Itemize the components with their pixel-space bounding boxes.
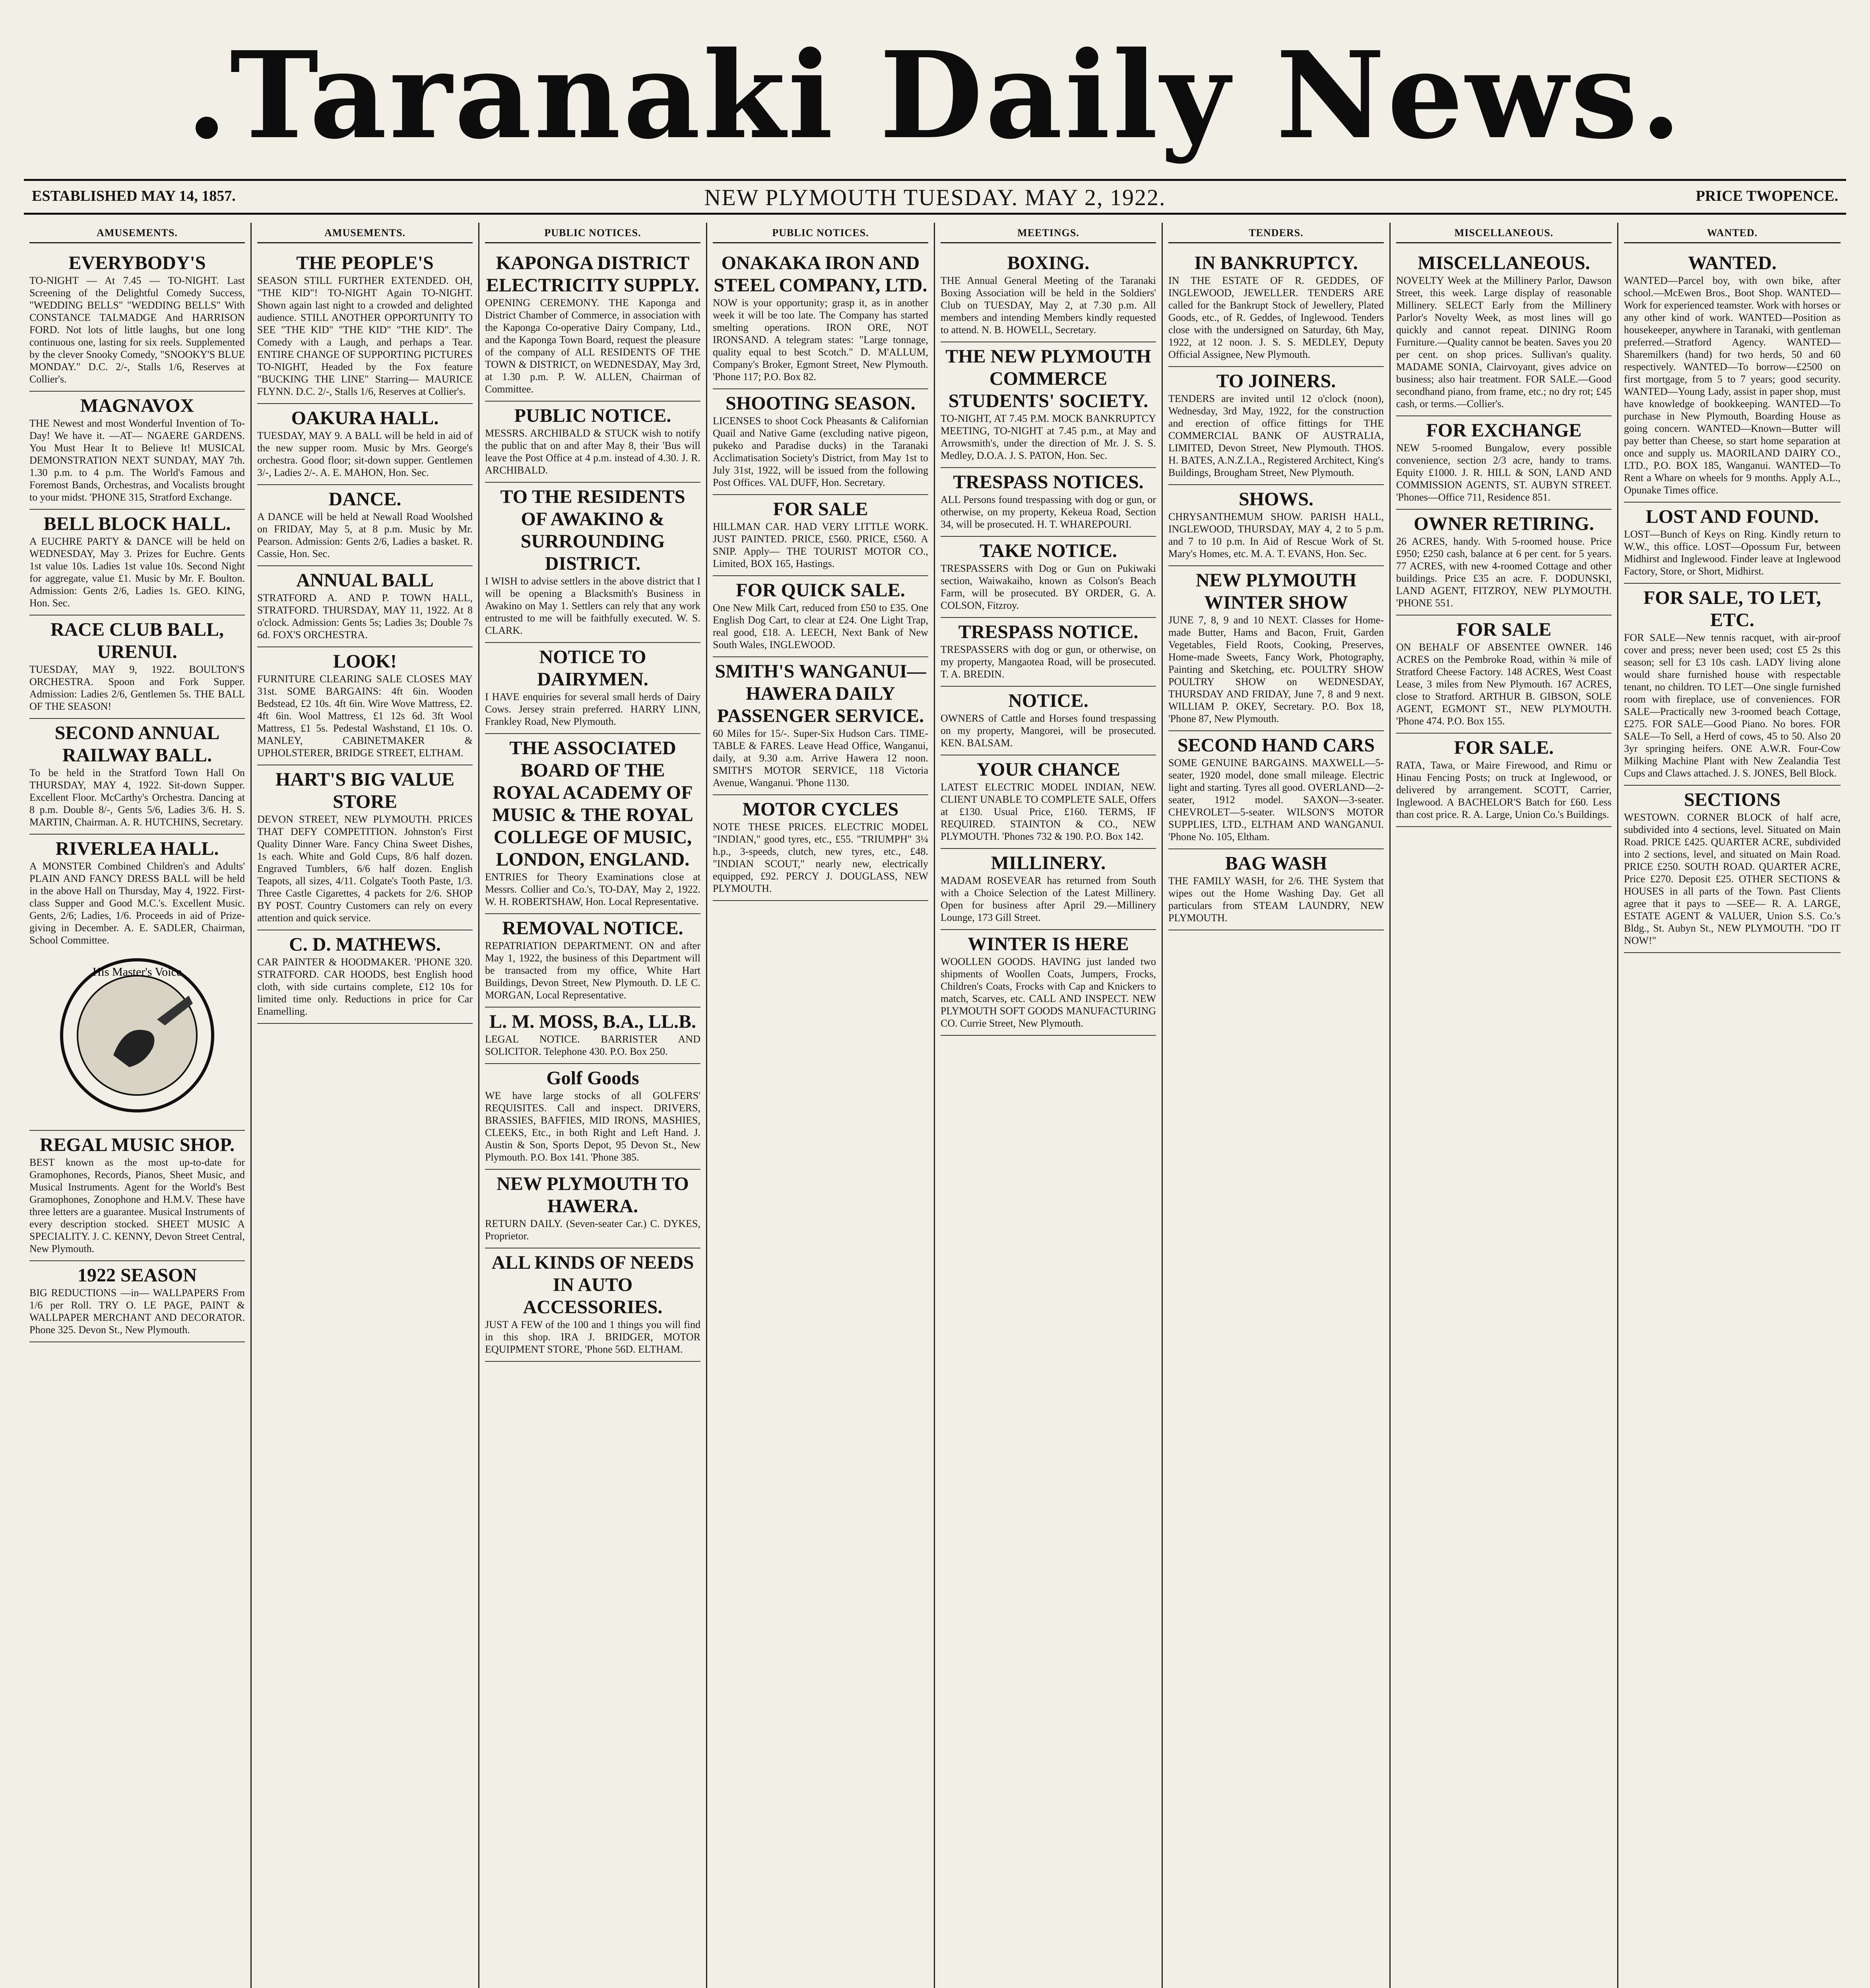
advertisement-title: BAG WASH (1225, 853, 1327, 874)
advertisement-title: FOR EXCHANGE (1426, 420, 1582, 441)
advertisement-body: TO-NIGHT — At 7.45 — TO-NIGHT. Last Screening of the Delightful Comedy Success, "WEDDING BELLS" "WEDDING BELLS" With CONSTANCE TALMADGE And HARRISON FORD. Not lots of little laughs, but one long continuous one, lasting for six reels. Supplemented by the clever Snooky Comedy, "SNOOKY'S BLUE MONDAY." D.C. 2/-, Stalls 1/6, Reserves at Collier's. (29, 275, 245, 385)
advertisement (713, 795, 928, 901)
advertisement (941, 537, 1156, 618)
advertisement-title: RACE CLUB BALL, URENUI. (50, 619, 224, 662)
advertisement (1624, 786, 1841, 953)
advertisement (257, 485, 473, 566)
advertisement-body: WANTED—Parcel boy, with own bike, after school.—McEwen Bros., Boot Shop. WANTED—Work for experienced teamster. Work with horses or any other kind of work. WANTED—Position as housekeeper, anywhere in Taranaki, with gentleman preferred.—Stratford Agency. WANTED—Sharemilkers (hand) for two herds, 50 and 60 respectively. WANTED—To borrow—£2500 on first mortgage, from 5 to 7 years; good security. WANTED—Young Lady, assist in paper shop, must have knowledge of bookkeeping. WANTED—To purchase in New Plymouth, Boarding House as going concern. WANTED—Known—Butter will pay better than Cheese, so start home separation at once and supply us. MAORILAND DAIRY CO., LTD., P.O. BOX 185, Wanganui. WANTED—To Rent a Whare on wheels for 9 months. Apply A.L., Opunake Times office. (1624, 275, 1841, 496)
advertisement-title: REMOVAL NOTICE. (502, 918, 683, 939)
advertisement (713, 576, 928, 657)
advertisement (941, 618, 1156, 687)
advertisement (941, 930, 1156, 1036)
advertisement-title: PUBLIC NOTICE. (514, 405, 671, 426)
column-2 (252, 223, 479, 1988)
advertisement-title: DANCE. (328, 489, 402, 510)
advertisement-title: TO THE RESIDENTS OF AWAKINO & SURROUNDING DISTRICT. (500, 486, 685, 574)
advertisement (1396, 615, 1612, 734)
advertisement-body: JUNE 7, 8, 9 and 10 NEXT. Classes for Home-made Butter, Hams and Bacon, Fruit, Garden Vegetables, Field Roots, Cooking, Preserves, Home-made Sweets, Fancy Work, Photography, Painting and Sketching, etc. POULTRY SHOW POULTRY SHOW on WEDNESDAY, THURSDAY AND FRIDAY, June 7, 8 and 9 next. WILLIAM P. OKEY, Secretary. P.O. Box 18, 'Phone 87, New Plymouth. (1168, 614, 1384, 724)
advertisement (1168, 367, 1384, 485)
advertisement (485, 734, 700, 914)
advertisement-title: NEW PLYMOUTH TO HAWERA. (497, 1173, 689, 1217)
advertisement-title: FOR SALE. (1454, 737, 1554, 758)
column-5 (935, 223, 1163, 1988)
advertisement (1168, 249, 1384, 367)
advertisement-title: HART'S BIG VALUE STORE (275, 769, 455, 812)
column-heading: AMUSEMENTS. (257, 227, 473, 243)
column-3 (479, 223, 707, 1988)
emblem-text: His Master's Voice (92, 965, 182, 978)
advertisement-title: REGAL MUSIC SHOP. (39, 1134, 235, 1155)
advertisement-title: NEW PLYMOUTH WINTER SHOW (1195, 570, 1357, 613)
advertisement (29, 615, 245, 719)
advertisement-body: CHRYSANTHEMUM SHOW. PARISH HALL, INGLEWOOD, THURSDAY, MAY 4, 2 to 5 p.m. and 7 to 10 p.m. In Aid of Rescue Work of St. Mary's Homes, etc. M. A. T. EVANS, Hon. Sec. (1168, 511, 1384, 559)
advertisement (29, 249, 245, 392)
advertisement (257, 930, 473, 1024)
advertisement-body: HILLMAN CAR. HAD VERY LITTLE WORK. JUST PAINTED. PRICE, £560. PRICE, £560. A SNIP. Apply— THE TOURIST MOTOR CO., Limited, BOX 165, Hastings. (713, 521, 928, 569)
advertisement-title: FOR SALE, TO LET, ETC. (1643, 587, 1821, 631)
advertisement (713, 657, 928, 795)
advertisement-body: A DANCE will be held at Newall Road Woolshed on FRIDAY, May 5, at 8 p.m. Music by Mr. Pearson. Admission: Gents 2/6, Ladies a basket. R. Cassie, Hon. Sec. (257, 511, 473, 559)
advertisement (29, 1131, 245, 1261)
advertisement-body: LICENSES to shoot Cock Pheasants & Californian Quail and Native Game (excluding native pigeon, pukeko and Paradise ducks) in the Taranaki Acclimatisation Society's District, from May 1st to July 31st, 1922, will be issued from the following Post Offices. VAL DUFF, Hon. Secretary. (713, 415, 928, 488)
advertisement-body: A EUCHRE PARTY & DANCE will be held on WEDNESDAY, May 3. Prizes for Euchre. Gents 1st value 10s. Ladies 1st value 10s. Second Night for aggregate, value £1. Music by Mr. F. Boulton. Admission: Gents 2/6, Ladies 1s. GEO. KING, Hon. Sec. (29, 536, 245, 609)
advertisement (1396, 510, 1612, 615)
advertisement-title: OAKURA HALL. (291, 408, 439, 429)
advertisement-title: MISCELLANEOUS. (1418, 252, 1590, 274)
advertisement (1624, 503, 1841, 584)
advertisement-title: OWNER RETIRING. (1414, 513, 1594, 534)
advertisement-body: WESTOWN. CORNER BLOCK of half acre, subdivided into 4 sections, level. Situated on Main Road. PRICE £425. QUARTER ACRE, subdivided into 2 sections, level, and situated on Main Road. PRICE £250. SOUTH ROAD. QUARTER ACRE, Price £270. Deposit £25. OTHER SECTIONS & HOUSES in all parts of the Town. Past Clients agree that it pays to —SEE— R. A. LARGE, ESTATE AGENT & VALUER, Union S.S. Co.'s Bldg., St. Aubyn St., NEW PLYMOUTH. "DO IT NOW!" (1624, 812, 1841, 946)
advertisement (257, 249, 473, 404)
advertisement (29, 719, 245, 835)
advertisement-body: NEW 5-roomed Bungalow, every possible convenience, section 2/3 acre, handy to trams. Equity £1000. J. R. HILL & SON, LAND AND COMMISSION AGENTS, ST. AUBYN STREET. 'Phones—Office 711, Residence 851. (1396, 442, 1612, 503)
advertisement-body: NOTE THESE PRICES. ELECTRIC MODEL "INDIAN," good tyres, etc., £55. "TRIUMPH" 3¼ h.p., 3-speeds, clutch, new tyres, etc., £48. "INDIAN SCOUT," nearly new, electrically equipped, £92. PERCY J. DOUGLASS, NEW PLYMOUTH. (713, 821, 928, 894)
advertisement-body: REPATRIATION DEPARTMENT. ON and after May 1, 1922, the business of this Department will be transacted from my office, White Hart Buildings, Devon Street, New Plymouth. D. LE C. MORGAN, Local Representative. (485, 940, 700, 1001)
advertisement-body: ENTRIES for Theory Examinations close at Messrs. Collier and Co.'s, TO-DAY, May 2, 1922. W. H. ROBERTSHAW, Hon. Local Representative. (485, 871, 700, 907)
advertisement-title: MOTOR CYCLES (742, 799, 899, 820)
advertisement-body: FOR SALE—New tennis racquet, with air-proof cover and press; never been used; cost £5 2s this season; sell for £3 10s cash. LADY living alone would share furnished house with respectable tenant, no children. TO LET—One single furnished room with fireplace, use of conveniences. FOR SALE—Practically new 3-roomed beach Cottage, £275. FOR SALE—Good Piano. No bores. FOR SALE—To Sell, a Herd of cows, 45 to 50. Also 20 3yr springing heifers. ONE A.W.R. Four-Cow Milking Machine Plant with New Zealandia Test Cups and Claws attached. J. S. JONES, Bell Block. (1624, 632, 1841, 779)
advertisement-title: YOUR CHANCE (976, 759, 1120, 780)
masthead (24, 24, 1846, 167)
column-8 (1618, 223, 1846, 1988)
advertisement-title: SHOWS. (1238, 489, 1314, 510)
advertisement (29, 392, 245, 510)
advertisement (941, 687, 1156, 755)
advertisement-body: OPENING CEREMONY. THE Kaponga and District Chamber of Commerce, in association with the Kaponga Co-operative Dairy Company, Ltd., and the Kaponga Town Board, request the pleasure of the company of ALL RESIDENTS OF THE TOWN & DISTRICT, on WEDNESDAY, May 3rd, at 1.30 p.m. P. W. ALLEN, Chairman of Committee. (485, 297, 700, 395)
advertisement-body: RATA, Tawa, or Maire Firewood, and Rimu or Hinau Fencing Posts; on truck at Inglewood, or delivered by arrangement. SCOTT, Carrier, Inglewood. A BACHELOR'S Batch for £60. Less than cost price. R. A. Large, Union Co.'s Buildings. (1396, 759, 1612, 820)
advertisement (485, 249, 700, 402)
advertisement-title: Golf Goods (546, 1068, 639, 1089)
column-heading: PUBLIC NOTICES. (713, 227, 928, 243)
advertisement-body: LOST—Bunch of Keys on Ring. Kindly return to W.W., this office. LOST—Opossum Fur, between Midhirst and Inglewood. Finder leave at Inglewood Factory, Store, or Short, Midhirst. (1624, 528, 1841, 577)
advertisement-body: JUST A FEW of the 100 and 1 things you will find in this shop. IRA J. BRIDGER, MOTOR EQUIPMENT STORE, 'Phone 56D. ELTHAM. (485, 1319, 700, 1355)
advertisement (29, 510, 245, 615)
advertisement (713, 495, 928, 576)
advertisement-body: I WISH to advise settlers in the above district that I will be opening a Blacksmith's Business in Awakino on May 1. Settlers can rely that any work entrusted to me will be faithfully executed. W. S. CLARK. (485, 575, 700, 636)
advertisement-title: LOST AND FOUND. (1645, 506, 1819, 527)
advertisement-title: BELL BLOCK HALL. (43, 513, 231, 534)
advertisement-body: A MONSTER Combined Children's and Adults' PLAIN AND FANCY DRESS BALL will be held in the above Hall on Thursday, May 4, 1922. First-class Supper and Good M.C.'s. Excellent Music. Gents, 2/6; Ladies, 1/6. Proceeds in aid of Prize-giving in December. A. E. SADLER, Chairman, School Committee. (29, 860, 245, 946)
advertisement-body: THE FAMILY WASH, for 2/6. THE System that wipes out the Home Washing Day. Get all particulars from STEAM LAUNDRY, NEW PLYMOUTH. (1168, 875, 1384, 924)
advertisement (941, 755, 1156, 849)
dateline-bar (24, 179, 1846, 215)
advertisement (1168, 731, 1384, 849)
advertisement-title: TRESPASS NOTICES. (953, 472, 1144, 493)
advertisement (257, 765, 473, 930)
advertisement-body: One New Milk Cart, reduced from £50 to £35. One English Dog Cart, to clear at £24. One Light Trap, real good, £18. A. LEECH, Next Bank of New South Wales, INGLEWOOD. (713, 602, 928, 650)
advertisement (257, 404, 473, 485)
column-heading: MISCELLANEOUS. (1396, 227, 1612, 243)
advertisement-title: FOR SALE (1456, 619, 1552, 640)
advertisement-body: BEST known as the most up-to-date for Gramophones, Records, Pianos, Sheet Music, and Musical Instruments. Agent for the World's Best Gramophones, Zonophone and H.M.V. These have three letters are a guarantee. Musical Instruments of every description stocked. SHEET MUSIC A SPECIALITY. J. C. KENNY, Devon Street Central, New Plymouth. (29, 1157, 245, 1254)
advertisement (1396, 416, 1612, 510)
advertisement (485, 483, 700, 643)
advertisement (485, 1008, 700, 1064)
city-issue-date: NEW PLYMOUTH TUESDAY. MAY 2, 1922. (704, 184, 1166, 210)
advertisement-body: THE Newest and most Wonderful Invention of To-Day! We have it. —AT— NGAERE GARDENS. You Must Hear It to Believe It! MUSICAL DEMONSTRATION NEXT SUNDAY, MAY 7th. 1.30 p.m. to 4 p.m. The World's Famous and Foremost Bands, Orchestras, and Vocalists brought to your midst. 'PHONE 315, Stratford Exchange. (29, 417, 245, 503)
advertisement-body: TUESDAY, MAY 9. A BALL will be held in aid of the new supper room. Music by Mrs. George's orchestra. Good floor; sit-down supper. Gentlemen 3/-, Ladies 2/-. A. E. MAHON, Hon. Sec. (257, 430, 473, 478)
advertisement-title: SECOND ANNUAL RAILWAY BALL. (54, 722, 220, 766)
advertisement-title: IN BANKRUPTCY. (1194, 252, 1358, 274)
gramophone-dog-icon (54, 952, 221, 1119)
advertisement-title: MAGNAVOX (80, 395, 194, 416)
advertisement-title: RIVERLEA HALL. (55, 838, 219, 859)
advertisement-body: BIG REDUCTIONS —in— WALLPAPERS From 1/6 per Roll. TRY O. LE PAGE, PAINT & WALLPAPER MERCHANT AND DECORATOR. Phone 325. Devon St., New Plymouth. (29, 1287, 245, 1336)
advertisement-title: THE ASSOCIATED BOARD OF THE ROYAL ACADEMY OF MUSIC & THE ROYAL COLLEGE OF MUSIC, LONDON, ENGLAND. (492, 738, 693, 870)
column-heading: MEETINGS. (941, 227, 1156, 243)
advertisement-title: 1922 SEASON (77, 1265, 197, 1286)
advertisement-title: SECOND HAND CARS (1177, 735, 1375, 756)
advertisement (485, 402, 700, 483)
advertisement (1168, 849, 1384, 930)
advertisement-title: SMITH'S WANGANUI—HAWERA DAILY PASSENGER SERVICE. (715, 661, 926, 726)
newspaper-title: .Taranaki Daily News. (186, 25, 1684, 165)
advertisement-title: FOR SALE (773, 499, 868, 520)
advertisement-title: TO JOINERS. (1216, 371, 1336, 392)
advertisement (713, 249, 928, 389)
advertisement-title: SECTIONS (1684, 789, 1781, 810)
advertisement-body: WOOLLEN GOODS. HAVING just landed two shipments of Woollen Coats, Jumpers, Frocks, Children's Coats, Frocks with Cap and Knickers to match, Scarves, etc. CALL AND INSPECT. NEW PLYMOUTH SOFT GOODS MANUFACTURING CO. Currie Street, New Plymouth. (941, 956, 1156, 1029)
column-heading: AMUSEMENTS. (29, 227, 245, 243)
advertisement-title: L. M. MOSS, B.A., LL.B. (489, 1011, 696, 1032)
advertisement-body: OWNERS of Cattle and Horses found trespassing on my property, Mangorei, will be prosecuted. KEN. BALSAM. (941, 712, 1156, 749)
advertisement-body: MADAM ROSEVEAR has returned from South with a Choice Selection of the Latest Millinery. Open for business after April 29.—Millinery Lounge, 173 Gill Street. (941, 875, 1156, 923)
advertisement-title: ALL KINDS OF NEEDS IN AUTO ACCESSORIES. (491, 1252, 694, 1318)
advertisement-title: BOXING. (1007, 252, 1090, 274)
issue-price: PRICE TWOPENCE. (1695, 188, 1838, 204)
advertisement (941, 849, 1156, 930)
advertisement-body: THE Annual General Meeting of the Taranaki Boxing Association will be held in the Soldiers' Club on TUESDAY, May 2, at 7.30 p.m. All members and intending Members kindly requested to attend. N. B. HOWELL, Secretary. (941, 275, 1156, 336)
advertisement-title: LOOK! (333, 651, 397, 672)
advertisement (1396, 249, 1612, 416)
advertisement-title: NOTICE. (1008, 690, 1088, 711)
column-6 (1163, 223, 1391, 1988)
advertisement-body: LATEST ELECTRIC MODEL INDIAN, NEW. CLIENT UNABLE TO COMPLETE SALE, Offers at £130. Usual Price, £160. TERMS, IF REQUIRED. STAINTON & CO., NEW PLYMOUTH. 'Phones 732 & 190. P.O. Box 142. (941, 781, 1156, 842)
advertisement-body: DEVON STREET, NEW PLYMOUTH. PRICES THAT DEFY COMPETITION. Johnston's First Quality Dinner Ware. Fancy China Sweet Dishes, 1s each. White and Gold Cups, 8/6 half dozen. Engraved Tumblers, 6/6 half dozen. English Teapots, all sizes, 4/11. Colgate's Tooth Paste, 1/3. Three Castle Cigarettes, 4 packets for 2/6. SHOP BY POST. Country Customers can rely on every attention and quick service. (257, 813, 473, 924)
advertisement (941, 342, 1156, 468)
advertisement-body: TUESDAY, MAY 9, 1922. BOULTON'S ORCHESTRA. Spoon and Fork Supper. Admission: Ladies 2/6, Gentlemen 5s. THE BALL OF THE SEASON! (29, 664, 245, 712)
columns-container (24, 223, 1846, 1988)
advertisement-title: FOR QUICK SALE. (736, 580, 905, 601)
advertisement (941, 249, 1156, 342)
advertisement-title: NOTICE TO DAIRYMEN. (537, 646, 648, 690)
advertisement-body: FURNITURE CLEARING SALE CLOSES MAY 31st. SOME BARGAINS: 4ft 6in. Wooden Bedstead, £2 10s. 4ft 6in. Wire Wove Mattress, £2. 4ft 6in. Wool Mattress, £1 12s 6d. 3ft Wool Mattress, £1 5s. Pedestal Washstand, £1 10s. O. MANLEY, CABINETMAKER & UPHOLSTERER, BRIDGE STREET, ELTHAM. (257, 673, 473, 759)
column-heading: PUBLIC NOTICES. (485, 227, 700, 243)
advertisement-title: EVERYBODY'S (68, 252, 206, 274)
advertisement-title: TRESPASS NOTICE. (958, 621, 1139, 643)
advertisement-title: MILLINERY. (991, 852, 1106, 874)
advertisement-body: WE have large stocks of all GOLFERS' REQUISITES. Call and inspect. DRIVERS, BRASSIES, BAFFIES, MID IRONS, MASHIES, CLEEKS, Etc., in both Right and Left Hand. J. Austin & Son, Sports Depot, 95 Devon St., New Plymouth. P.O. Box 141. 'Phone 385. (485, 1090, 700, 1163)
advertisement (485, 643, 700, 734)
advertisement-body: I HAVE enquiries for several small herds of Dairy Cows. Jersey strain preferred. HARRY LINN, Frankley Road, New Plymouth. (485, 691, 700, 727)
advertisement (29, 835, 245, 1131)
advertisement-title: C. D. MATHEWS. (289, 934, 441, 955)
advertisement (257, 566, 473, 647)
advertisement-title: ANNUAL BALL (296, 570, 434, 591)
column-heading: WANTED. (1624, 227, 1841, 243)
advertisement-body: TRESPASSERS with Dog or Gun on Pukiwaki section, Waiwakaiho, known as Colson's Beach Farm, will be prosecuted. BY ORDER, G. A. COLSON, Fitzroy. (941, 563, 1156, 611)
advertisement-body: LEGAL NOTICE. BARRISTER AND SOLICITOR. Telephone 430. P.O. Box 250. (485, 1033, 700, 1057)
advertisement (485, 1064, 700, 1170)
advertisement-title: ONAKAKA IRON AND STEEL COMPANY, LTD. (714, 252, 927, 296)
advertisement-body: ON BEHALF OF ABSENTEE OWNER. 146 ACRES on the Pembroke Road, within ¾ mile of Stratford Cheese Factory. 148 ACRES, West Coast Lease, 3 miles from New Plymouth. 167 ACRES, close to Stratford. ARTHUR B. GIBSON, SOLE AGENT, EGMONT ST., NEW PLYMOUTH. 'Phone 474. P.O. Box 155. (1396, 641, 1612, 727)
advertisement-title: THE PEOPLE'S (296, 252, 434, 274)
column-7 (1391, 223, 1618, 1988)
advertisement (713, 389, 928, 495)
advertisement-body: ALL Persons found trespassing with dog or gun, or otherwise, on my property, Kekeua Road, Section 34, will be prosecuted. H. T. WHAREPOURI. (941, 494, 1156, 530)
advertisement-body: 26 ACRES, handy. With 5-roomed house. Price £950; £250 cash, balance at 6 per cent. for 5 years. 77 ACRES, with new 4-roomed Cottage and other buildings. Price £35 an acre. F. DODUNSKI, LAND AGENT, FITZROY, NEW PLYMOUTH. 'PHONE 551. (1396, 536, 1612, 609)
advertisement (1624, 584, 1841, 786)
advertisement-title: TAKE NOTICE. (980, 540, 1117, 561)
advertisement-body: TO-NIGHT, AT 7.45 P.M. MOCK BANKRUPTCY MEETING, TO-NIGHT at 7.45 p.m., at May and Arrowsmith's, under the direction of Mr. J. S. S. Medley, D.O.A. J. S. PATON, Hon. Sec. (941, 413, 1156, 461)
advertisement-body: TENDERS are invited until 12 o'clock (noon), Wednesday, 3rd May, 1922, for the construction and erection of office fittings for THE COMMERCIAL BANK OF AUSTRALIA, LIMITED, Devon Street, New Plymouth. THOS. H. BATES, A.N.Z.I.A., Registered Architect, King's Buildings, Brougham Street, New Plymouth. (1168, 393, 1384, 478)
advertisement (1624, 249, 1841, 503)
advertisement (1168, 485, 1384, 566)
advertisement-body: SEASON STILL FURTHER EXTENDED. OH, "THE KID"! TO-NIGHT Again TO-NIGHT. Shown again last night to a crowded and delighted audience. STILL ANOTHER OPPORTUNITY TO SEE "THE KID" "THE KID" "THE KID". The Comedy with a Laugh, and perhaps a Tear. ENTIRE CHANGE OF SUPPORTING PICTURES TO-NIGHT, Headed by the Fox feature "BUCKING THE LINE" Starring— MAURICE FLYNN. D.C. 2/-, Stalls 1/6, Reserves at Collier's. (257, 275, 473, 397)
advertisement-body: CAR PAINTER & HOODMAKER. 'PHONE 320. STRATFORD. CAR HOODS, best English hood cloth, with side curtains complete, £12 10s for limited time only. Reductions in price for Car Enamelling. (257, 956, 473, 1017)
advertisement-body: TRESPASSERS with dog or gun, or otherwise, on my property, Mangaotea Road, will be prosecuted. T. A. BREDIN. (941, 644, 1156, 680)
advertisement-title: WANTED. (1688, 252, 1777, 274)
column-heading: TENDERS. (1168, 227, 1384, 243)
advertisement-body: NOVELTY Week at the Millinery Parlor, Dawson Street, this week. Large display of reasonable Millinery. SELECT Early from the Millinery Parlor's Novelty Week, as most lines will go quickly and cannot repeat. DINING Room Furniture.—Quality cannot be beaten. Saves you 20 per cent. on shop prices. Sullivan's quality. MADAME SONIA, Clairvoyant, gives advice on business; also hair treatment. FOR SALE.—Good secondhand piano, from frame, etc.; no dry rot; £45 cash, or terms.—Collier's. (1396, 275, 1612, 410)
advertisement-title: SHOOTING SEASON. (725, 393, 916, 414)
advertisement (485, 1170, 700, 1248)
advertisement (29, 1261, 245, 1342)
advertisement-body: NOW is your opportunity; grasp it, as in another week it will be too late. The Company has started smelting operations. IRON ORE, NOT IRONSAND. A telegram states: "Large tonnage, quality equal to best Scotch." D. M'ALLUM, Company's Broker, Egmont Street, New Plymouth. 'Phone 117; P.O. Box 82. (713, 297, 928, 382)
advertisement-title: WINTER IS HERE (968, 934, 1129, 955)
advertisement-body: IN THE ESTATE OF R. GEDDES, OF INGLEWOOD, JEWELLER. TENDERS ARE called for the Bankrupt Stock of Jewellery, Plated Goods, etc., of R. Geddes, of Inglewood. Tenders close with the undersigned on Saturday, 6th May, 1922, at 12 noon. J. S. S. MEDLEY, Deputy Official Assignee, New Plymouth. (1168, 275, 1384, 360)
advertisement-body: SOME GENUINE BARGAINS. MAXWELL—5-seater, 1920 model, done small mileage. Electric light and starting. Tyres all good. OVERLAND—2-seater, 1912 model. SAXON—3-seater. CHEVROLET—5-seater. WILSON'S MOTOR SUPPLIES, LTD., ELTHAM AND WANGANUI. 'Phone No. 105, Eltham. (1168, 757, 1384, 843)
advertisement-body: RETURN DAILY. (Seven-seater Car.) C. DYKES, Proprietor. (485, 1218, 700, 1242)
advertisement-body: 60 Miles for 15/-. Super-Six Hudson Cars. TIME-TABLE & FARES. Leave Head Office, Wanganui, daily, at 9.30 a.m. Arrive Hawera 12 noon. SMITH'S MOTOR SERVICE, 118 Victoria Avenue, Wanganui. 'Phone 1130. (713, 728, 928, 788)
advertisement-title: KAPONGA DISTRICT ELECTRICITY SUPPLY. (486, 252, 700, 296)
advertisement-body: MESSRS. ARCHIBALD & STUCK wish to notify the public that on and after May 8, their 'Bus will leave the Post Office at 4 p.m. instead of 4.30. J. R. ARCHIBALD. (485, 427, 700, 476)
advertisement (1396, 734, 1612, 827)
advertisement-body: To be held in the Stratford Town Hall On THURSDAY, MAY 4, 1922. Sit-down Supper. Excellent Floor. McCarthy's Orchestra. Dancing at 8 p.m. Double 8/-, Gents 5/6, Ladies 3/6. H. S. MARTIN, Chairman. A. R. HUTCHINS, Secretary. (29, 767, 245, 828)
advertisement (1168, 566, 1384, 731)
column-4 (707, 223, 935, 1988)
established-date: ESTABLISHED MAY 14, 1857. (32, 188, 236, 204)
advertisement (485, 914, 700, 1008)
advertisement (257, 647, 473, 765)
advertisement-body: STRATFORD A. AND P. TOWN HALL, STRATFORD. THURSDAY, MAY 11, 1922. At 8 o'clock. Admission: Gents 5s; Ladies 3s; Double 7s 6d. FOX'S ORCHESTRA. (257, 592, 473, 641)
advertisement-title: THE NEW PLYMOUTH COMMERCE STUDENTS' SOCIETY. (945, 346, 1151, 412)
column-1 (24, 223, 252, 1988)
advertisement (941, 468, 1156, 537)
advertisement (485, 1248, 700, 1362)
